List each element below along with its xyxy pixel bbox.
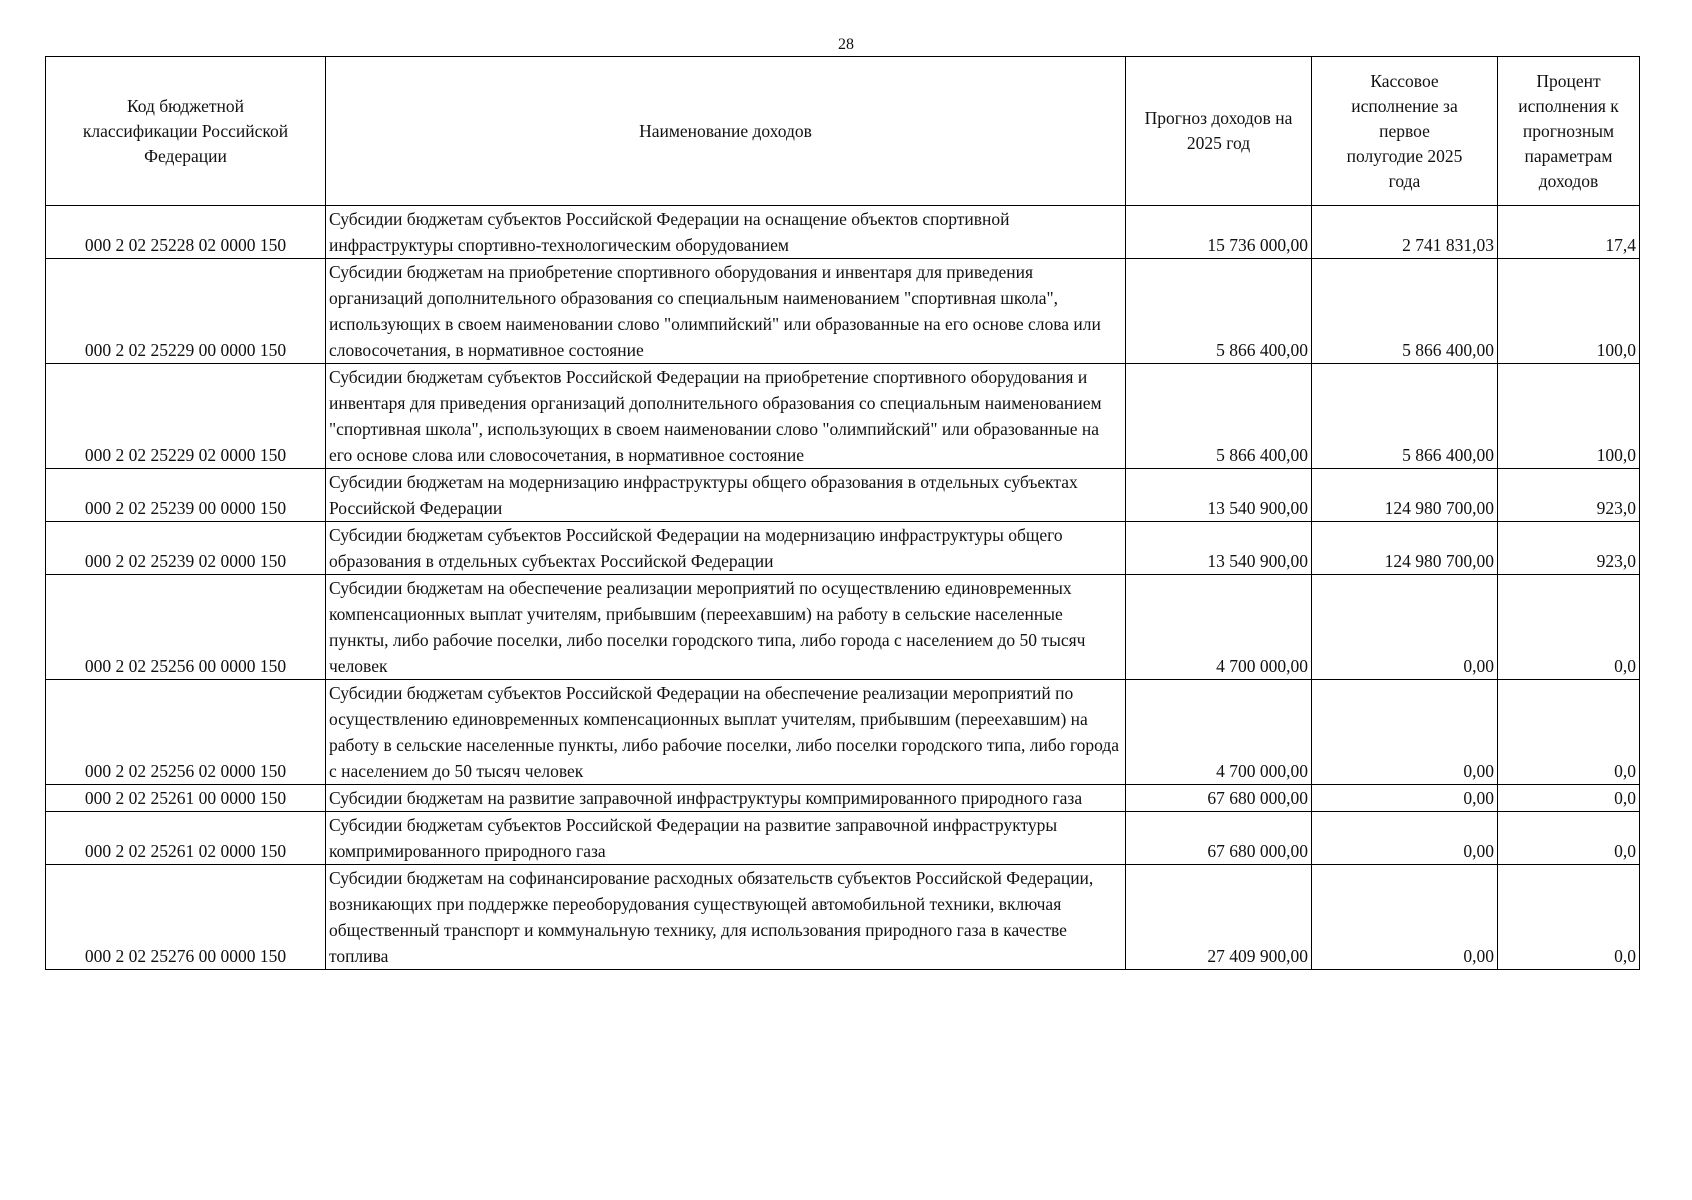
header-budget-code: Код бюджетной классификации Российской Федерации (46, 57, 326, 206)
budget-code-cell: 000 2 02 25256 00 0000 150 (46, 575, 326, 680)
forecast-cell: 5 866 400,00 (1126, 364, 1312, 469)
execution-cell: 124 980 700,00 (1312, 469, 1498, 522)
execution-cell: 5 866 400,00 (1312, 364, 1498, 469)
revenue-name-cell: Субсидии бюджетам на развитие заправочной инфраструктуры компримированного природного газа (326, 785, 1126, 812)
table-row (46, 865, 1640, 970)
revenue-table (45, 56, 1640, 970)
forecast-cell: 13 540 900,00 (1126, 522, 1312, 575)
forecast-cell: 4 700 000,00 (1126, 680, 1312, 785)
header-cash-execution: Кассовое исполнение за первое полугодие 2025 года (1312, 57, 1498, 206)
revenue-name-cell: Субсидии бюджетам субъектов Российской Федерации на приобретение спортивного оборудования и инвентаря для приведения организаций дополнительного образования со специальным наименованием "спортивная школа", использующих в своем наименовании слово "олимпийский" или образованные на его основе слова или словосочетания, в нормативное состояние (326, 364, 1126, 469)
table-row (46, 206, 1640, 259)
execution-cell: 2 741 831,03 (1312, 206, 1498, 259)
percent-cell: 100,0 (1498, 364, 1640, 469)
budget-code-cell: 000 2 02 25261 02 0000 150 (46, 812, 326, 865)
percent-cell: 0,0 (1498, 785, 1640, 812)
budget-code-cell: 000 2 02 25256 02 0000 150 (46, 680, 326, 785)
budget-code-cell: 000 2 02 25276 00 0000 150 (46, 865, 326, 970)
table-header-row (46, 57, 1640, 206)
execution-cell: 0,00 (1312, 575, 1498, 680)
revenue-name-cell: Субсидии бюджетам на обеспечение реализации мероприятий по осуществлению единовременных компенсационных выплат учителям, прибывшим (переехавшим) на работу в сельские населенные пункты, либо рабочие поселки, либо поселки городского типа, либо города с населением до 50 тысяч человек (326, 575, 1126, 680)
budget-code-cell: 000 2 02 25239 02 0000 150 (46, 522, 326, 575)
revenue-name-cell: Субсидии бюджетам субъектов Российской Федерации на развитие заправочной инфраструктуры компримированного природного газа (326, 812, 1126, 865)
header-execution-percent: Процент исполнения к прогнозным параметрам доходов (1498, 57, 1640, 206)
table-row (46, 575, 1640, 680)
execution-cell: 0,00 (1312, 812, 1498, 865)
forecast-cell: 13 540 900,00 (1126, 469, 1312, 522)
percent-cell: 0,0 (1498, 680, 1640, 785)
forecast-cell: 15 736 000,00 (1126, 206, 1312, 259)
revenue-name-cell: Субсидии бюджетам субъектов Российской Федерации на оснащение объектов спортивной инфраструктуры спортивно-технологическим оборудованием (326, 206, 1126, 259)
execution-cell: 5 866 400,00 (1312, 259, 1498, 364)
execution-cell: 0,00 (1312, 680, 1498, 785)
revenue-name-cell: Субсидии бюджетам на модернизацию инфраструктуры общего образования в отдельных субъектах Российской Федерации (326, 469, 1126, 522)
percent-cell: 17,4 (1498, 206, 1640, 259)
revenue-name-cell: Субсидии бюджетам на софинансирование расходных обязательств субъектов Российской Федерации, возникающих при поддержке переоборудования существующей автомобильной техники, включая общественный транспорт и коммунальную технику, для использования природного газа в качестве топлива (326, 865, 1126, 970)
forecast-cell: 67 680 000,00 (1126, 812, 1312, 865)
revenue-name-cell: Субсидии бюджетам на приобретение спортивного оборудования и инвентаря для приведения организаций дополнительного образования со специальным наименованием "спортивная школа", использующих в своем наименовании слово "олимпийский" или образованные на его основе слова или словосочетания, в нормативное состояние (326, 259, 1126, 364)
table-row (46, 259, 1640, 364)
budget-code-cell: 000 2 02 25239 00 0000 150 (46, 469, 326, 522)
percent-cell: 0,0 (1498, 575, 1640, 680)
percent-cell: 0,0 (1498, 812, 1640, 865)
page-number: 28 (838, 36, 854, 53)
header-revenue-name: Наименование доходов (326, 57, 1126, 206)
table-row (46, 680, 1640, 785)
execution-cell: 0,00 (1312, 785, 1498, 812)
table-row (46, 522, 1640, 575)
budget-code-cell: 000 2 02 25228 02 0000 150 (46, 206, 326, 259)
table-row (46, 469, 1640, 522)
budget-code-cell: 000 2 02 25229 00 0000 150 (46, 259, 326, 364)
execution-cell: 124 980 700,00 (1312, 522, 1498, 575)
forecast-cell: 67 680 000,00 (1126, 785, 1312, 812)
percent-cell: 923,0 (1498, 522, 1640, 575)
forecast-cell: 27 409 900,00 (1126, 865, 1312, 970)
percent-cell: 923,0 (1498, 469, 1640, 522)
table-row (46, 812, 1640, 865)
revenue-name-cell: Субсидии бюджетам субъектов Российской Федерации на обеспечение реализации мероприятий по осуществлению единовременных компенсационных выплат учителям, прибывшим (переехавшим) на работу в сельские населенные пункты, либо рабочие поселки, либо поселки городского типа, либо города с населением до 50 тысяч человек (326, 680, 1126, 785)
revenue-name-cell: Субсидии бюджетам субъектов Российской Федерации на модернизацию инфраструктуры общего образования в отдельных субъектах Российской Федерации (326, 522, 1126, 575)
execution-cell: 0,00 (1312, 865, 1498, 970)
forecast-cell: 5 866 400,00 (1126, 259, 1312, 364)
percent-cell: 0,0 (1498, 865, 1640, 970)
forecast-cell: 4 700 000,00 (1126, 575, 1312, 680)
table-row (46, 364, 1640, 469)
budget-code-cell: 000 2 02 25229 02 0000 150 (46, 364, 326, 469)
header-forecast: Прогноз доходов на 2025 год (1126, 57, 1312, 206)
budget-code-cell: 000 2 02 25261 00 0000 150 (46, 785, 326, 812)
percent-cell: 100,0 (1498, 259, 1640, 364)
table-row (46, 785, 1640, 812)
